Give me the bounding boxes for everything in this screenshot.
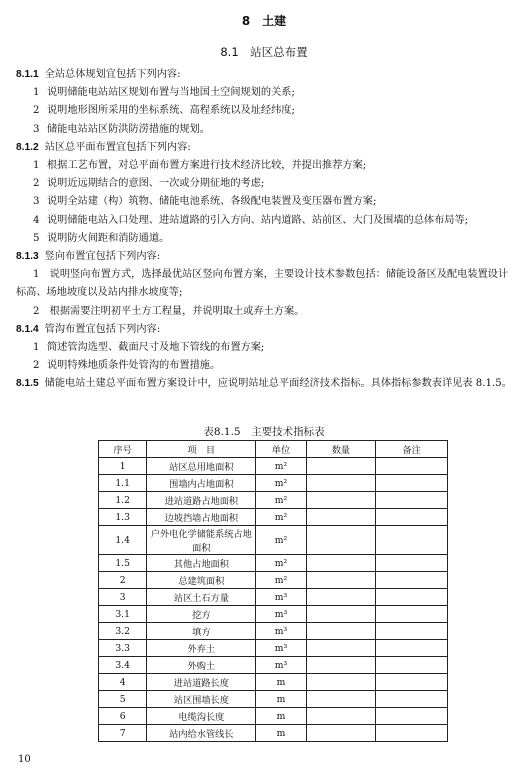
cell-unit: m (256, 725, 306, 742)
clause-heading (16, 66, 516, 84)
cell-quantity (306, 657, 376, 674)
cell-remark (376, 623, 448, 640)
cell-unit: m² (256, 555, 306, 572)
technical-indicators-table (98, 440, 448, 742)
cell-quantity (306, 725, 376, 742)
cell-remark (376, 674, 448, 691)
cell-seq: 4 (99, 674, 147, 691)
table-row (99, 640, 448, 657)
cell-remark (376, 691, 448, 708)
cell-item: 其他占地面积 (147, 555, 256, 572)
cell-item: 站区总用地面积 (147, 458, 256, 475)
table-row (99, 526, 448, 555)
table-header-row (99, 441, 448, 458)
cell-seq: 3 (99, 589, 147, 606)
clause-number: 8.1.3 (16, 251, 39, 263)
table-row (99, 725, 448, 742)
cell-quantity (306, 623, 376, 640)
cell-unit: m² (256, 492, 306, 509)
list-item-number: 2 (33, 178, 40, 190)
cell-remark (376, 725, 448, 742)
cell-remark (376, 640, 448, 657)
cell-item: 边坡挡墙占地面积 (147, 509, 256, 526)
cell-quantity (306, 509, 376, 526)
clause-heading (16, 248, 516, 266)
clause-heading (16, 375, 516, 393)
cell-item: 填方 (147, 623, 256, 640)
table-row (99, 674, 448, 691)
cell-seq: 3.3 (99, 640, 147, 657)
cell-seq: 3.1 (99, 606, 147, 623)
list-item (16, 339, 516, 357)
cell-seq: 3.2 (99, 623, 147, 640)
table-row (99, 555, 448, 572)
cell-item: 挖方 (147, 606, 256, 623)
cell-unit: m² (256, 509, 306, 526)
list-item-text: 说明近远期结合的意图、一次或分期征地的考虑; (47, 178, 265, 190)
cell-unit: m³ (256, 623, 306, 640)
list-item-number: 3 (33, 196, 40, 208)
list-item-number: 2 (33, 360, 40, 372)
cell-unit: m³ (256, 589, 306, 606)
header-quantity: 数量 (306, 441, 376, 458)
cell-remark (376, 492, 448, 509)
cell-unit: m (256, 691, 306, 708)
list-item-number: 2 (33, 105, 40, 117)
clause-text: 管沟布置宜包括下列内容: (44, 323, 161, 335)
cell-remark (376, 708, 448, 725)
cell-quantity (306, 526, 376, 555)
cell-unit: m³ (256, 640, 306, 657)
cell-quantity (306, 555, 376, 572)
cell-quantity (306, 674, 376, 691)
cell-seq: 1.4 (99, 526, 147, 555)
list-item-number: 1 (33, 342, 40, 354)
clause-number: 8.1.5 (16, 378, 39, 390)
cell-remark (376, 606, 448, 623)
list-item (16, 230, 516, 248)
table-row (99, 458, 448, 475)
chapter-title: 8 土建 (241, 14, 287, 28)
clause-number: 8.1.2 (16, 141, 39, 153)
list-item-number: 1 (33, 160, 40, 172)
table-row (99, 657, 448, 674)
clause-paragraph: 2 根据需要注明初平土方工程量，并说明取土或弃土方案。 (33, 305, 305, 317)
list-item-text: 简述管沟选型、截面尺寸及地下管线的布置方案; (47, 342, 265, 354)
cell-unit: m³ (256, 606, 306, 623)
clause-text: 竖向布置宜包括下列内容: (44, 251, 161, 263)
cell-unit: m² (256, 572, 306, 589)
cell-remark (376, 458, 448, 475)
table-row (99, 708, 448, 725)
cell-seq: 2 (99, 572, 147, 589)
cell-unit: m (256, 708, 306, 725)
header-unit: 单位 (256, 441, 306, 458)
table-row (99, 589, 448, 606)
list-item (16, 84, 516, 102)
cell-remark (376, 589, 448, 606)
section-title: 8.1 站区总布置 (220, 45, 308, 59)
list-item (16, 212, 516, 230)
cell-unit: m² (256, 475, 306, 492)
cell-unit: m² (256, 526, 306, 555)
cell-quantity (306, 572, 376, 589)
header-seq: 序号 (99, 441, 147, 458)
table-row (99, 509, 448, 526)
clause-heading (16, 321, 516, 339)
cell-quantity (306, 458, 376, 475)
table-row (99, 623, 448, 640)
cell-quantity (306, 606, 376, 623)
cell-item: 站区围墙长度 (147, 691, 256, 708)
cell-remark (376, 509, 448, 526)
cell-seq: 1.2 (99, 492, 147, 509)
clause-number: 8.1.4 (16, 323, 39, 335)
cell-remark (376, 526, 448, 555)
cell-item: 电缆沟长度 (147, 708, 256, 725)
list-item (16, 357, 516, 375)
cell-unit: m (256, 674, 306, 691)
cell-unit: m³ (256, 657, 306, 674)
clause-heading (16, 139, 516, 157)
cell-seq: 1.3 (99, 509, 147, 526)
clause-number: 8.1.1 (16, 69, 39, 80)
clause-text: 全站总体规划宜包括下列内容: (44, 69, 181, 80)
cell-seq: 1.1 (99, 475, 147, 492)
cell-remark (376, 657, 448, 674)
table-row (99, 606, 448, 623)
cell-item: 外购土 (147, 657, 256, 674)
list-item-text: 说明储能电站站区规划布置与当地国土空间规划的关系; (47, 87, 295, 99)
list-item-number: 5 (33, 232, 40, 244)
cell-quantity (306, 589, 376, 606)
cell-item: 站内给水管线长 (147, 725, 256, 742)
list-item-text: 说明储能电站入口处理、进站道路的引入方向、站内道路、站前区、大门及围墙的总体布局等; (47, 214, 469, 226)
list-item-number: 3 (33, 123, 40, 135)
cell-quantity (306, 492, 376, 509)
clause-paragraph: 1 说明竖向布置方式，选择最优站区竖向布置方案，主要设计技术参数包括：储能设备区及配电装置设计标高、场地坡度以及站内排水坡度等; (16, 269, 509, 299)
cell-quantity (306, 708, 376, 725)
cell-seq: 5 (99, 691, 147, 708)
cell-remark (376, 475, 448, 492)
cell-remark (376, 572, 448, 589)
list-item-text: 说明防火间距和消防通道。 (47, 232, 170, 244)
cell-quantity (306, 691, 376, 708)
list-item-text: 储能电站站区防洪防涝措施的规划。 (47, 123, 210, 135)
list-item-text: 说明全站建（构）筑物、储能电池系统、各级配电装置及变压器布置方案; (47, 196, 377, 208)
cell-remark (376, 555, 448, 572)
list-item (16, 157, 516, 175)
cell-item: 户外电化学储能系统占地面积 (147, 526, 256, 555)
cell-item: 围墙内占地面积 (147, 475, 256, 492)
list-item (16, 175, 516, 193)
list-item-text: 说明地形图所采用的坐标系统、高程系统以及址经纬度; (47, 105, 295, 117)
cell-item: 进站道路占地面积 (147, 492, 256, 509)
page-number: 10 (18, 754, 31, 765)
list-item-text: 根据工艺布置，对总平面布置方案进行技术经济比较，并提出推荐方案; (47, 160, 367, 172)
header-remark: 备注 (376, 441, 448, 458)
cell-seq: 7 (99, 725, 147, 742)
table-row (99, 691, 448, 708)
table-row (99, 475, 448, 492)
cell-item: 总建筑面积 (147, 572, 256, 589)
cell-seq: 1.5 (99, 555, 147, 572)
table-caption: 表8.1.5 主要技术指标表 (203, 426, 325, 438)
clause-text: 站区总平面布置宜包括下列内容: (44, 141, 191, 153)
table-row (99, 572, 448, 589)
list-item-number: 1 (33, 87, 40, 99)
cell-quantity (306, 475, 376, 492)
clause-text: 储能电站土建总平面布置方案设计中，应说明站址总平面经济技术指标。具体指标参数表详见表 8.1.5。 (44, 378, 512, 390)
clauses-body (16, 66, 516, 394)
cell-item: 外弃土 (147, 640, 256, 657)
cell-seq: 1 (99, 458, 147, 475)
cell-quantity (306, 640, 376, 657)
list-item (16, 102, 516, 120)
list-item-number: 4 (33, 214, 40, 226)
cell-item: 站区土石方量 (147, 589, 256, 606)
table-row (99, 492, 448, 509)
cell-unit: m² (256, 458, 306, 475)
cell-seq: 6 (99, 708, 147, 725)
list-item-text: 说明特殊地质条件处管沟的布置措施。 (47, 360, 221, 372)
cell-seq: 3.4 (99, 657, 147, 674)
header-item: 项 目 (147, 441, 256, 458)
cell-item: 进站道路长度 (147, 674, 256, 691)
list-item (16, 121, 516, 139)
list-item (16, 193, 516, 211)
